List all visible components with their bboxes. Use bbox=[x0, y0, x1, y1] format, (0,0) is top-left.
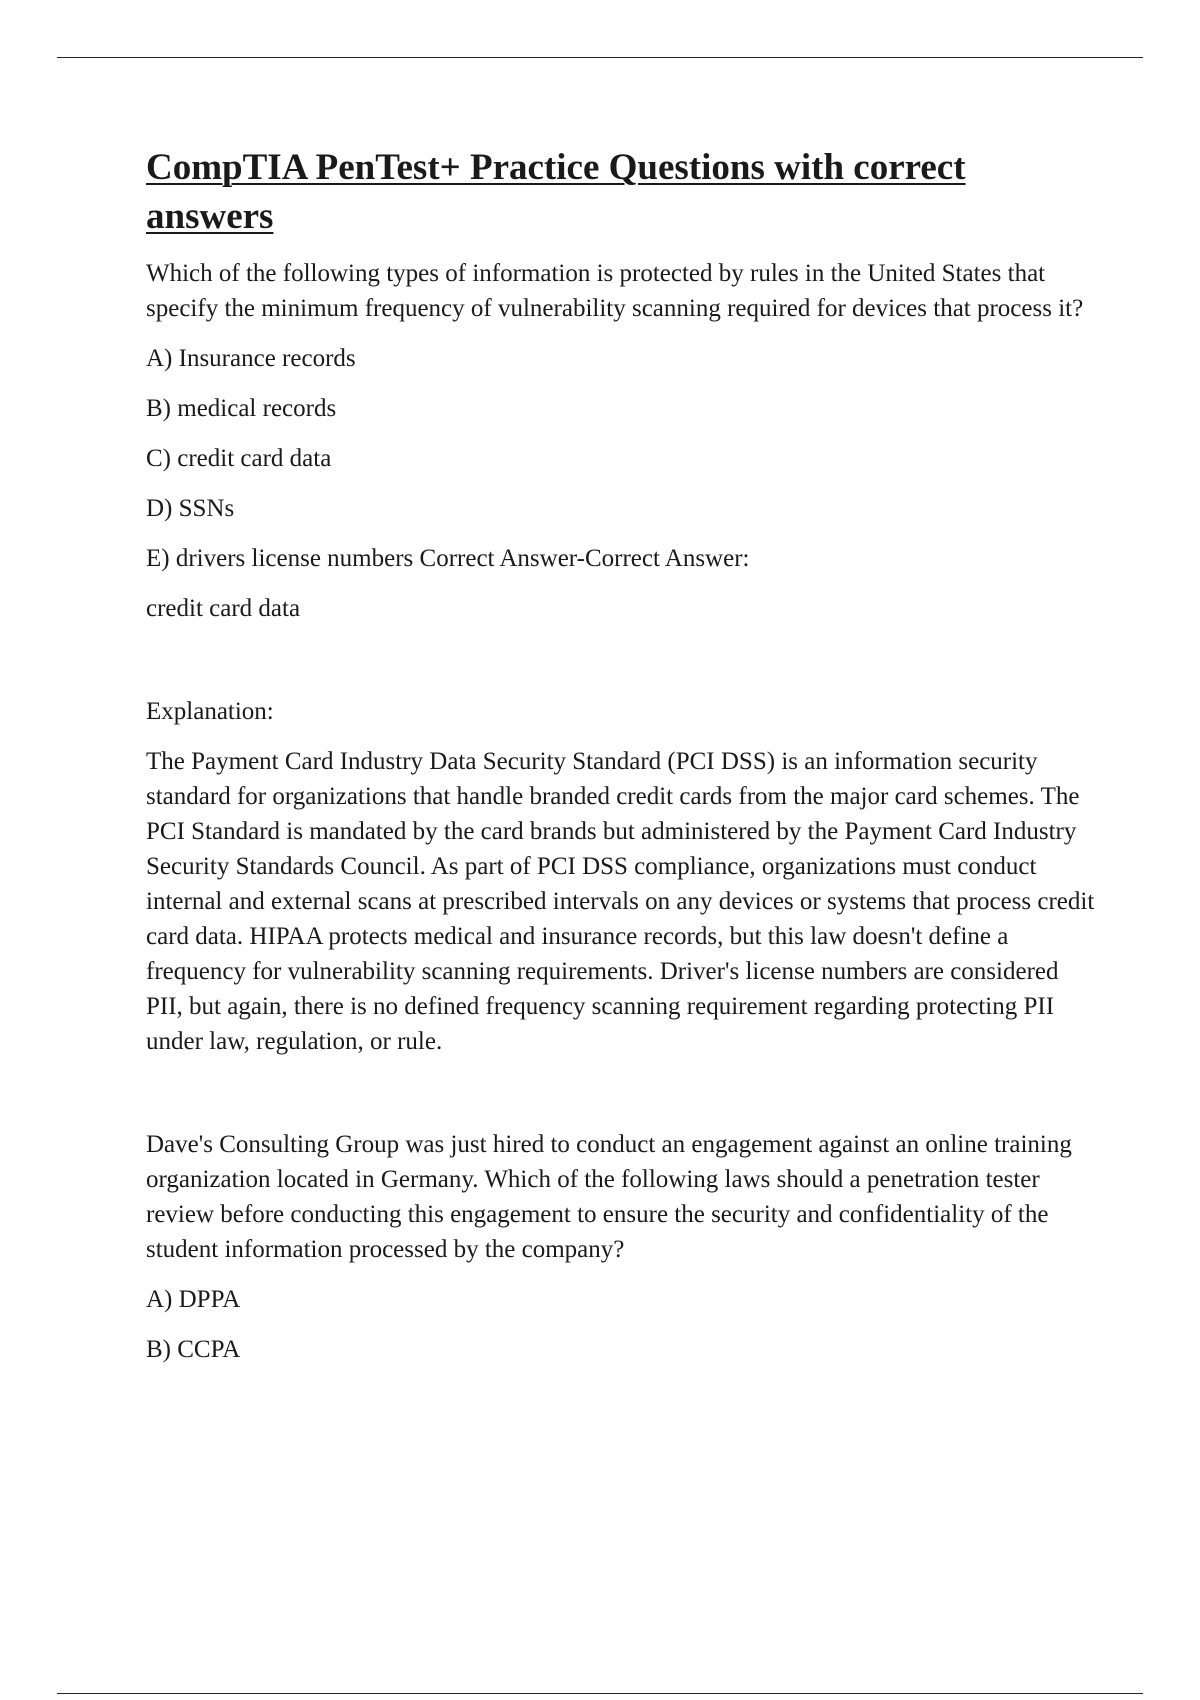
question-1-option-d: D) SSNs bbox=[146, 495, 235, 522]
document-body bbox=[146, 143, 1096, 1367]
question-1-text: Which of the following types of information is protected by rules in the United States that specify the minimum frequency of vulnerability scanning required for devices that process it? bbox=[146, 260, 1084, 322]
question-1-option-c: C) credit card data bbox=[146, 445, 332, 472]
question-1-explanation-label: Explanation: bbox=[146, 698, 274, 725]
question-1-option-e: E) drivers license numbers Correct Answer-Correct Answer: bbox=[146, 545, 750, 572]
question-1-option-b: B) medical records bbox=[146, 395, 337, 422]
question-1-answer: credit card data bbox=[146, 595, 301, 622]
question-2-text: Dave's Consulting Group was just hired to conduct an engagement against an online training organization located in Germany. Which of the following laws should a penetration tester review before conducting this engagement to ensure the security and confidentiality of the student information processed by the company? bbox=[146, 1131, 1072, 1263]
question-1-option-a: A) Insurance records bbox=[146, 345, 356, 372]
question-2-option-a: A) DPPA bbox=[146, 1286, 241, 1313]
document-title: CompTIA PenTest+ Practice Questions with correct answers bbox=[146, 147, 966, 237]
question-1-explanation: The Payment Card Industry Data Security Standard (PCI DSS) is an information security standard for organizations that handle branded credit cards from the major card schemes. The PCI Standard is mandated by the card brands but administered by the Payment Card Industry Security Standards Council. As part of PCI DSS compliance, organizations must conduct internal and external scans at prescribed intervals on any devices or systems that process credit card data. HIPAA protects medical and insurance records, but this law doesn't define a frequency for vulnerability scanning requirements. Driver's license numbers are considered PII, but again, there is no defined frequency scanning requirement regarding protecting PII under law, regulation, or rule. bbox=[146, 748, 1095, 1055]
top-divider bbox=[57, 57, 1143, 58]
bottom-divider bbox=[57, 1693, 1143, 1694]
question-2-option-b: B) CCPA bbox=[146, 1336, 241, 1363]
